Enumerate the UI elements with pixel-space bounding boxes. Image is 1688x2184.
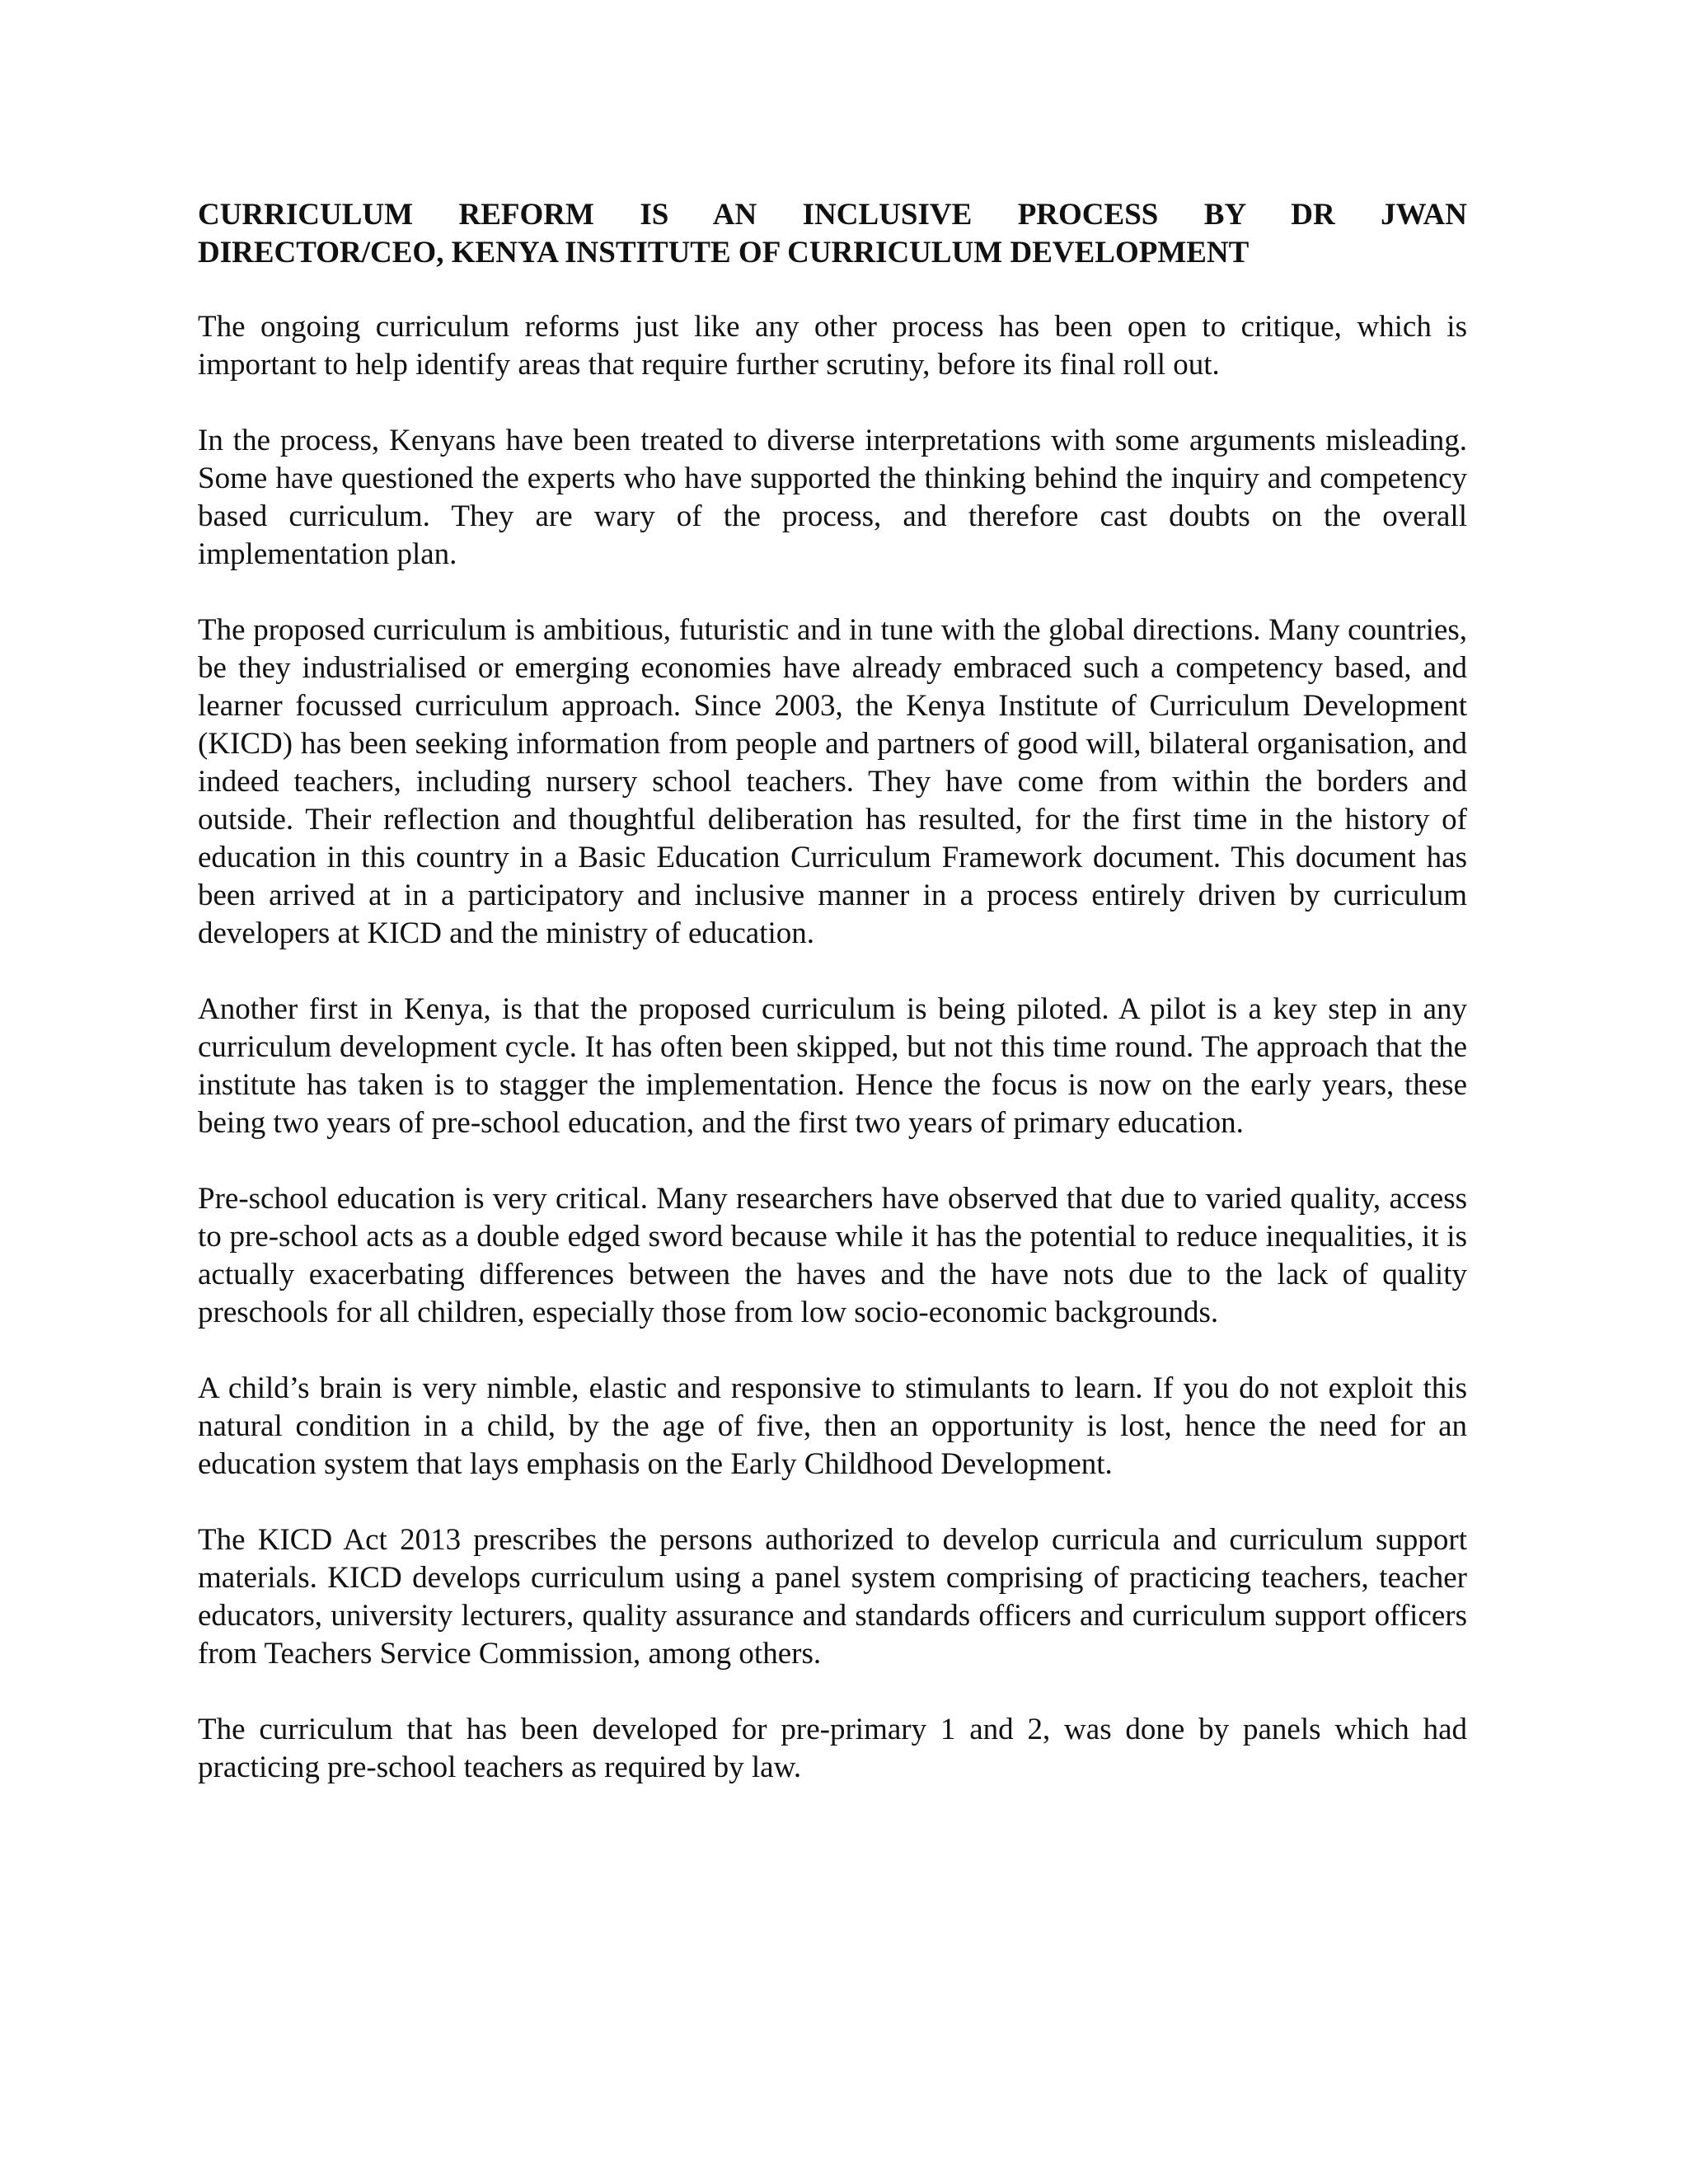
- paragraph-7: The KICD Act 2013 prescribes the persons authorized to develop curricula and curriculum support materials. KICD develops curriculum using a panel system comprising of practicing teachers, teacher educators, university lecturers, quality assurance and standards officers and curriculum support officers from Teachers Service Commission, among others.: [198, 1523, 1467, 1671]
- paragraph-2: In the process, Kenyans have been treated to diverse interpretations with some arguments misleading. Some have questioned the experts who have supported the thinking behind the inquiry and competency based curriculum. They are wary of the process, and therefore cast doubts on the overall implementation plan.: [198, 424, 1467, 571]
- paragraph-3: The proposed curriculum is ambitious, futuristic and in tune with the global directions. Many countries, be they industrialised or emerging economies have already embraced such a competency based, and learner focussed curriculum approach. Since 2003, the Kenya Institute of Curriculum Development (KICD) has been seeking information from people and partners of good will, bilateral organisation, and indeed teachers, including nursery school teachers. They have come from within the borders and outside. Their reflection and thoughtful deliberation has resulted, for the first time in the history of education in this country in a Basic Education Curriculum Framework document. This document has been arrived at in a participatory and inclusive manner in a process entirely driven by curriculum developers at KICD and the ministry of education.: [198, 613, 1467, 950]
- paragraph-8: The curriculum that has been developed for pre-primary 1 and 2, was done by panels which had practicing pre-school teachers as required by law.: [198, 1713, 1467, 1784]
- paragraph-5: Pre-school education is very critical. Many researchers have observed that due to varied quality, access to pre-school acts as a double edged sword because while it has the potential to reduce inequalities, it is actually exacerbating differences between the haves and the have nots due to the lack of quality preschools for all children, especially those from low socio-economic backgrounds.: [198, 1182, 1467, 1329]
- document-page: [198, 196, 1467, 1825]
- paragraph-1: The ongoing curriculum reforms just like any other process has been open to critique, which is important to help identify areas that require further scrutiny, before its final roll out.: [198, 310, 1467, 382]
- paragraph-6: A child’s brain is very nimble, elastic and responsive to stimulants to learn. If you do not exploit this natural condition in a child, by the age of five, then an opportunity is lost, hence the need for an education system that lays emphasis on the Early Childhood Development.: [198, 1371, 1467, 1481]
- paragraph-4: Another first in Kenya, is that the proposed curriculum is being piloted. A pilot is a key step in any curriculum development cycle. It has often been skipped, but not this time round. The approach that the institute has taken is to stagger the implementation. Hence the focus is now on the early years, these being two years of pre-school education, and the first two years of primary education.: [198, 992, 1467, 1140]
- title-line-2: DIRECTOR/CEO, KENYA INSTITUTE OF CURRICULUM DEVELOPMENT: [198, 236, 1250, 269]
- title-line-1: CURRICULUM REFORM IS AN INCLUSIVE PROCESS BY DR JWAN: [198, 198, 1467, 232]
- document-title: [198, 196, 1467, 272]
